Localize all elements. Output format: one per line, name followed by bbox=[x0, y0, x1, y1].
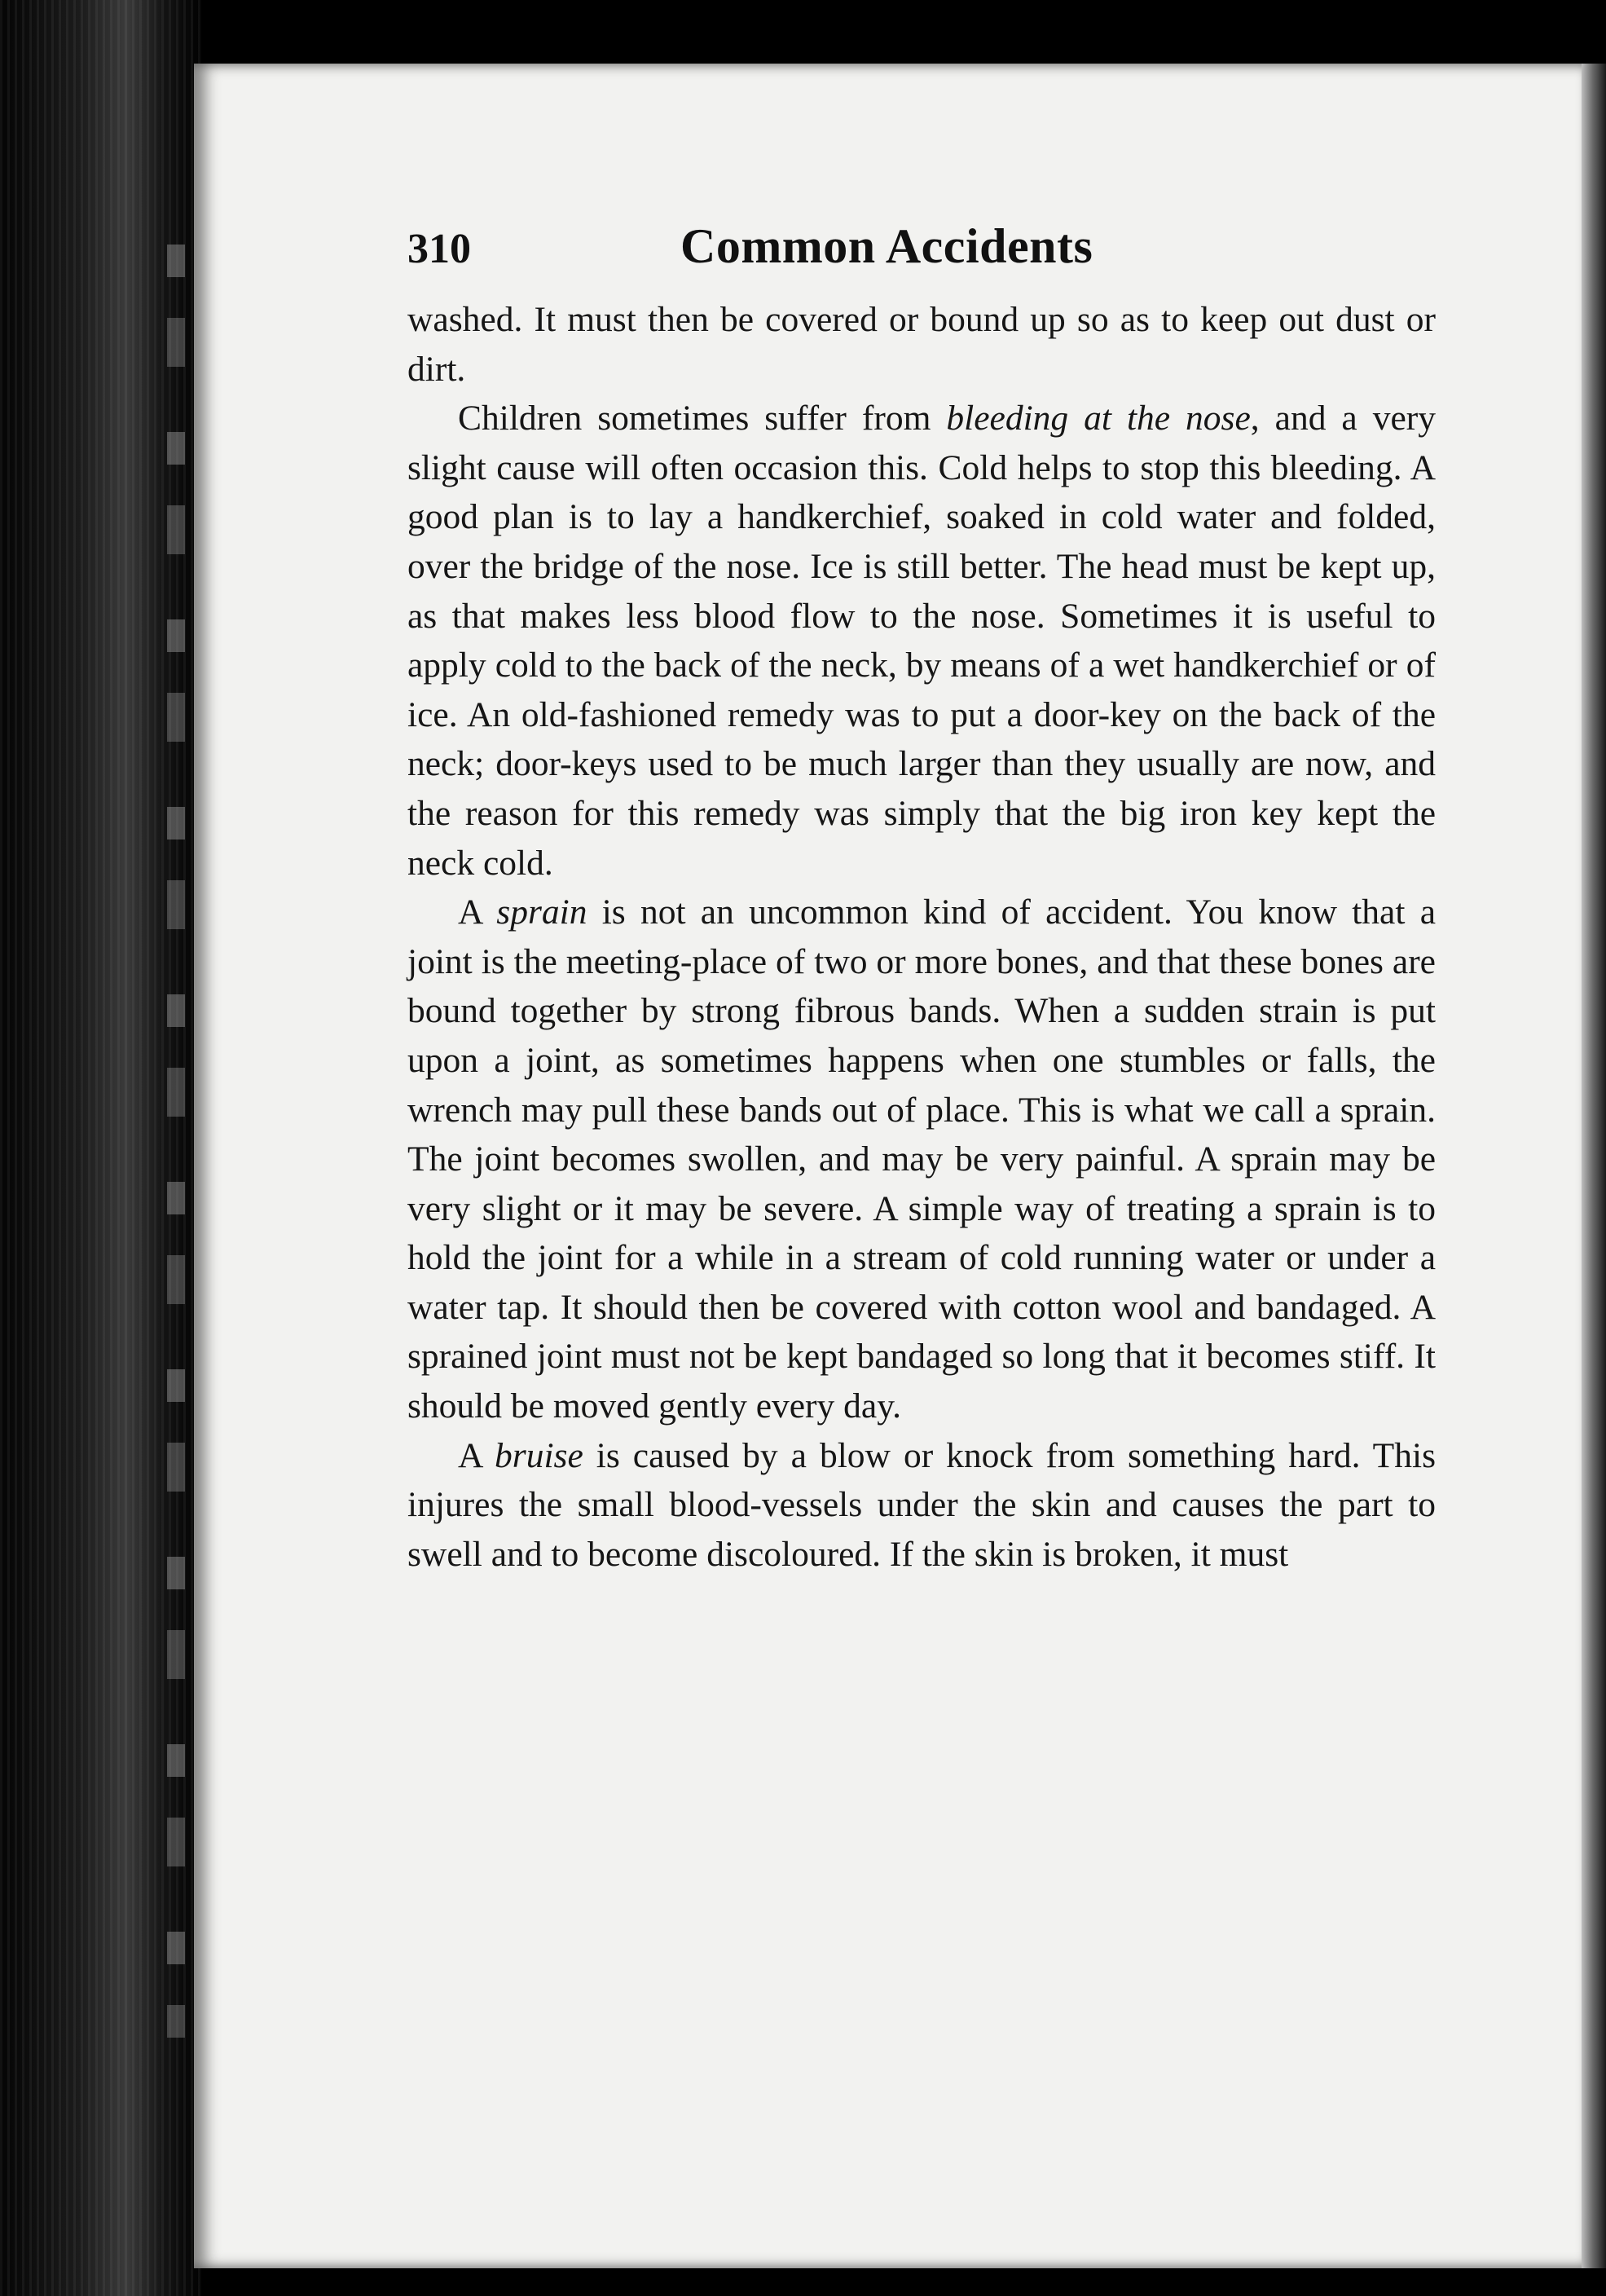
book-spine bbox=[0, 0, 204, 2296]
paragraph-text: washed. It must then be covered or bound up so as to keep out dust or dirt. bbox=[407, 300, 1436, 389]
running-head: Common Accidents bbox=[680, 219, 1093, 273]
italic-term: bleeding at the nose bbox=[946, 399, 1251, 438]
paragraph-text: A bbox=[458, 892, 497, 932]
paragraph-text: Children sometimes suffer from bbox=[458, 399, 947, 438]
paragraph-bruise bbox=[407, 1431, 1436, 1580]
page-header bbox=[407, 218, 1467, 284]
page-edge bbox=[1582, 64, 1606, 2268]
spine-texture bbox=[167, 245, 185, 2038]
paragraph-text: is caused by a blow or knock from something hard. This injures the small blood-vessels under the skin and causes the part to swell and to become discoloured. If the skin is broken, it must bbox=[407, 1435, 1436, 1574]
body-text bbox=[407, 295, 1436, 1579]
paragraph-text: is not an uncommon kind of accident. You know that a joint is the meeting-place of two or more bones, and that these bones are bound together by strong fibrous bands. When a sudden strain is put upon a joint, as sometimes happens when one stumbles or falls, the wrench may pull these bands out of place. This is what we call a sprain. The joint becomes swollen, and may be very painful. A sprain may be very slight or it may be severe. A simple way of treating a sprain is to hold the joint for a while in a stream of cold running water or under a water tap. It should then be covered with cotton wool and bandaged. A sprained joint must not be kept bandaged so long that it becomes stiff. It should be moved gently every day. bbox=[407, 892, 1436, 1426]
paragraph bbox=[407, 295, 1436, 394]
italic-term: bruise bbox=[495, 1435, 583, 1475]
italic-term: sprain bbox=[496, 892, 587, 932]
paragraph-text: , and a very slight cause will often occasion this. Cold helps to stop this bleeding. A good plan is to lay a handkerchief, soaked in cold water and folded, over the bridge of the nose. Ice is still better. The head must be kept up, as that makes less blood flow to the nose. Sometimes it is useful to apply cold to the back of the neck, by means of a wet handkerchief or of ice. An old-fashioned remedy was to put a door-key on the back of the neck; door-keys used to be much larger than they usually are now, and the reason for this remedy was simply that the big iron key kept the neck cold. bbox=[407, 399, 1436, 883]
paragraph-bleeding-nose bbox=[407, 394, 1436, 888]
paragraph-text: A bbox=[458, 1435, 495, 1475]
page-number: 310 bbox=[407, 226, 471, 272]
paragraph-sprain bbox=[407, 888, 1436, 1431]
